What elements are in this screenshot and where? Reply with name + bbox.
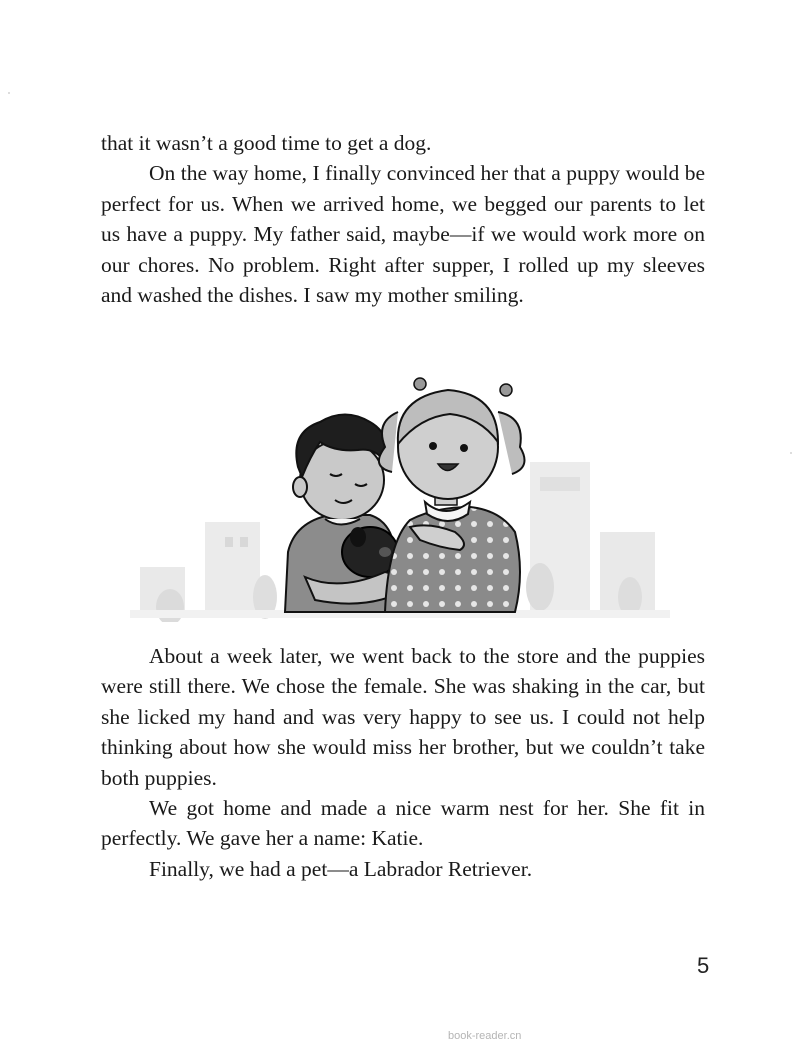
story-illustration — [130, 372, 670, 622]
paragraph: Finally, we had a pet—a Labrador Retriever. — [149, 856, 533, 881]
watermark: book-reader.cn — [448, 1030, 522, 1042]
paragraph: that it wasn’t a good time to get a dog. — [101, 131, 432, 155]
paragraph: On the way home, I finally convinced her that a puppy would be perfect for us. When we arrived home, we begged our parents to let us have a puppy. My father said, maybe—if we would work more on our chores. No problem. Right after supper, I rolled up my sleeves and washed the dishes. I saw my mother smiling. — [101, 161, 705, 308]
paragraph: We got home and made a nice warm nest for her. She fit in perfectly. We gave her a name: Katie. — [101, 796, 705, 851]
text-block-bottom — [101, 641, 705, 884]
paragraph: About a week later, we went back to the store and the puppies were still there. We chose the female. She was shaking in the car, but she licked my hand and was very happy to see us. I could not help thinking about how she would miss her brother, but we couldn’t take both puppies. — [101, 644, 705, 790]
children-with-puppy-icon — [130, 372, 670, 622]
scan-speck — [790, 452, 792, 454]
scan-speck — [8, 92, 10, 94]
text-block-top — [101, 128, 705, 310]
page-number: 5 — [697, 953, 710, 978]
